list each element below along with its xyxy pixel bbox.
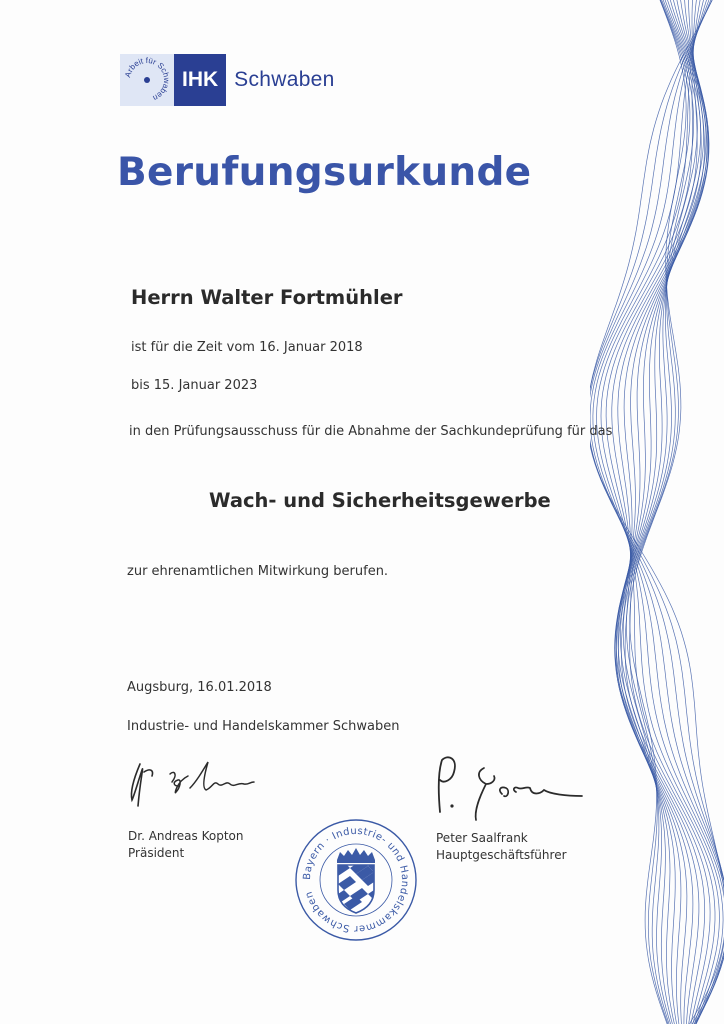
committee-text: in den Prüfungsausschuss für die Abnahme der Sachkundeprüfung für das [129,424,613,439]
place-date-text: Augsburg, 16.01.2018 [127,680,272,695]
managing-director-signature [430,750,590,826]
managing-director-role: Hauptgeschäftsführer [436,848,567,862]
official-seal [294,818,418,942]
logo-ring-emblem [120,54,174,106]
logo-name: Schwaben [234,68,335,91]
president-signature [118,752,268,824]
bavarian-coat-of-arms-icon [332,848,386,913]
period-to-text: bis 15. Januar 2023 [131,378,258,393]
president-name: Dr. Andreas Kopton [128,829,244,843]
logo-ring-text: Arbeit für Schwaben [123,55,172,103]
recipient-name: Herrn Walter Fortmühler [131,286,403,309]
document-title: Berufungsurkunde [117,150,532,195]
issuer-text: Industrie- und Handelskammer Schwaben [127,719,400,734]
logo-ihk-box: IHK [174,54,226,106]
trade-name: Wach- und Sicherheitsgewerbe [209,489,551,512]
managing-director-name: Peter Saalfrank [436,831,528,845]
period-from-text: ist für die Zeit vom 16. Januar 2018 [131,340,363,355]
seal-ring-text: Bayern · Industrie- und Handelskammer Schwaben [301,825,411,935]
decorative-wave-pattern [590,0,724,1024]
appointment-text: zur ehrenamtlichen Mitwirkung berufen. [127,564,389,579]
president-role: Präsident [128,846,185,860]
ihk-schwaben-logo [120,54,335,106]
